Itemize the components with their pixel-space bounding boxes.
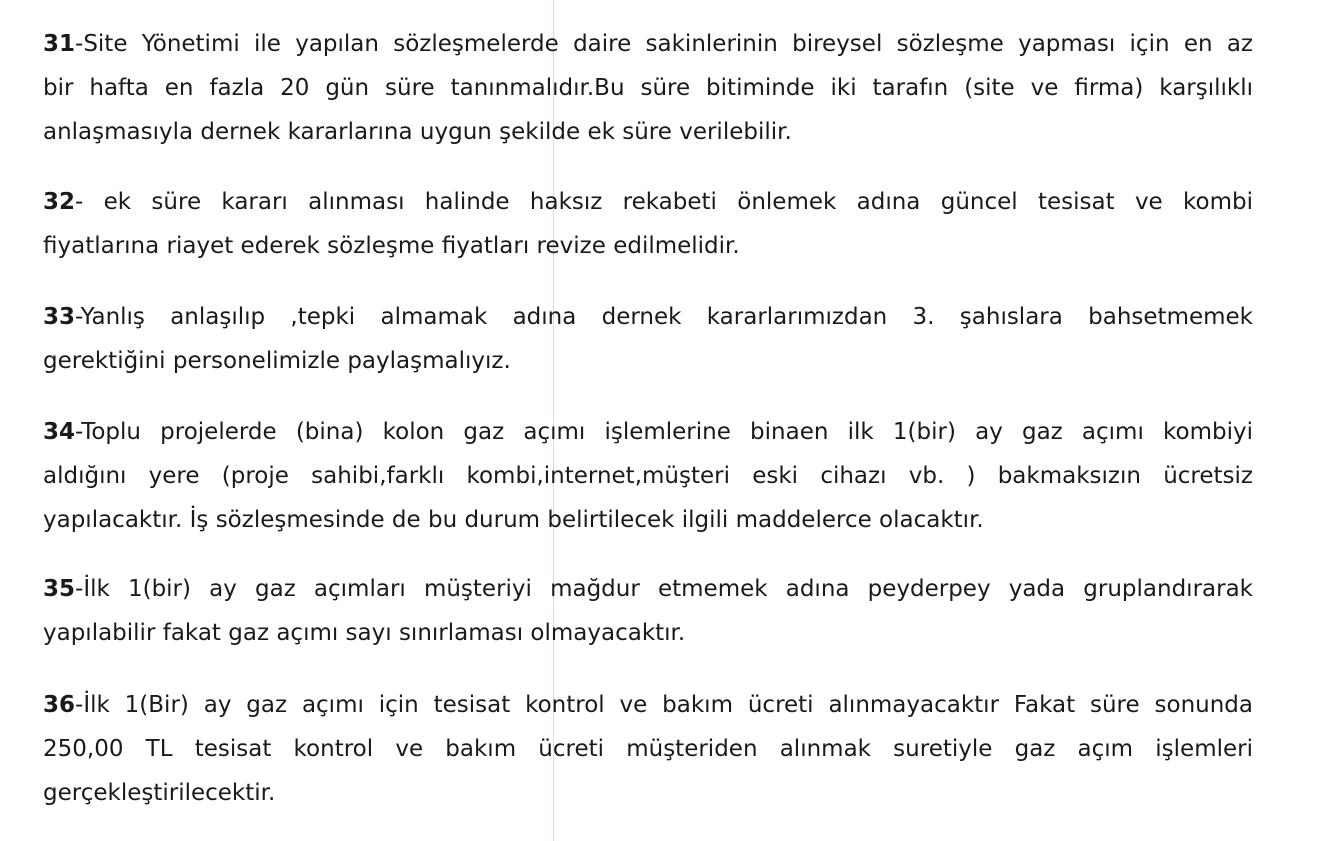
article-33 xyxy=(43,295,1253,383)
article-35-line-1 xyxy=(43,567,1253,611)
article-31-line-2: bir hafta en fazla 20 gün süre tanınmalıdır.Bu süre bitiminde iki tarafın (site ve firma) karşılıklı xyxy=(43,75,1253,101)
article-number: 33 xyxy=(43,304,76,330)
article-number: 36 xyxy=(43,692,76,718)
article-34 xyxy=(43,410,1253,542)
article-34-line-2: aldığını yere (proje sahibi,farklı kombi,internet,müşteri eski cihazı vb. ) bakmaksızın ücretsiz xyxy=(43,463,1253,489)
article-31 xyxy=(43,22,1253,154)
article-text: -İlk 1(Bir) ay gaz açımı için tesisat kontrol ve bakım ücreti alınmayacaktır Fakat süre sonunda xyxy=(75,692,1253,718)
article-32-line-1 xyxy=(43,180,1253,224)
article-number: 35 xyxy=(43,576,76,602)
article-text: -İlk 1(bir) ay gaz açımları müşteriyi mağdur etmemek adına peyderpey yada gruplandırarak xyxy=(75,576,1253,602)
article-text: - ek süre kararı alınması halinde haksız rekabeti önlemek adına güncel tesisat ve kombi xyxy=(75,189,1253,215)
article-34-line-3: yapılacaktır. İş sözleşmesinde de bu durum belirtilecek ilgili maddelerce olacaktır. xyxy=(43,507,984,533)
article-33-line-1 xyxy=(43,295,1253,339)
article-36-line-3: gerçekleştirilecektir. xyxy=(43,780,276,806)
article-34-line-1 xyxy=(43,410,1253,454)
article-text: -Yanlış anlaşılıp ,tepki almamak adına dernek kararlarımızdan 3. şahıslara bahsetmemek xyxy=(75,304,1253,330)
article-text: -Site Yönetimi ile yapılan sözleşmelerde daire sakinlerinin bireysel sözleşme yapması için en az xyxy=(75,31,1253,57)
article-text: -Toplu projelerde (bina) kolon gaz açımı işlemlerine binaen ilk 1(bir) ay gaz açımı kombiyi xyxy=(75,419,1253,445)
article-36-line-2: 250,00 TL tesisat kontrol ve bakım ücreti müşteriden alınmak suretiyle gaz açım işlemleri xyxy=(43,736,1253,762)
article-33-line-2: gerektiğini personelimizle paylaşmalıyız. xyxy=(43,348,511,374)
article-32 xyxy=(43,180,1253,268)
article-31-line-3: anlaşmasıyla dernek kararlarına uygun şekilde ek süre verilebilir. xyxy=(43,119,792,145)
article-35 xyxy=(43,567,1253,655)
article-36-line-1 xyxy=(43,683,1253,727)
article-35-line-2: yapılabilir fakat gaz açımı sayı sınırlaması olmayacaktır. xyxy=(43,620,686,646)
article-32-line-2: fiyatlarına riayet ederek sözleşme fiyatları revize edilmelidir. xyxy=(43,233,740,259)
article-number: 32 xyxy=(43,189,76,215)
article-36 xyxy=(43,683,1253,815)
article-number: 34 xyxy=(43,419,76,445)
article-31-line-1 xyxy=(43,22,1253,66)
article-number: 31 xyxy=(43,31,76,57)
